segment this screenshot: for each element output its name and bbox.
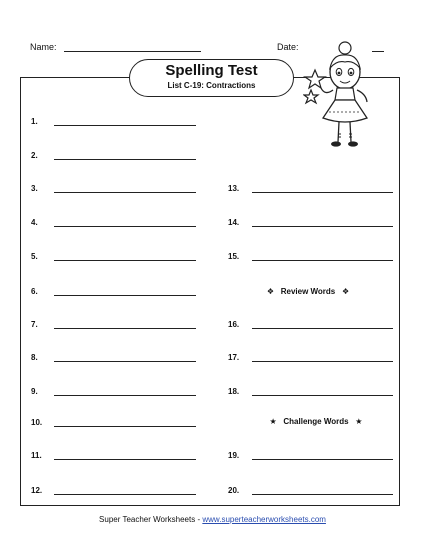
- date-label: Date:: [277, 42, 299, 52]
- page-title: Spelling Test: [165, 62, 258, 79]
- footer-text: Super Teacher Worksheets -: [99, 515, 203, 524]
- item-number-16: 16.: [228, 320, 240, 329]
- answer-line-10[interactable]: [54, 426, 196, 427]
- item-number-17: 17.: [228, 353, 240, 362]
- cartoon-girl-illustration: [303, 38, 385, 158]
- answer-line-15[interactable]: [252, 260, 393, 261]
- footer-link[interactable]: www.superteacherworksheets.com: [202, 515, 326, 524]
- answer-line-7[interactable]: [54, 328, 196, 329]
- item-number-4: 4.: [31, 218, 38, 227]
- answer-line-12[interactable]: [54, 494, 196, 495]
- answer-line-4[interactable]: [54, 226, 196, 227]
- answer-line-9[interactable]: [54, 395, 196, 396]
- review-words-label: Review Words: [280, 287, 336, 296]
- answer-line-19[interactable]: [252, 459, 393, 460]
- item-number-20: 20.: [228, 486, 240, 495]
- item-number-11: 11.: [31, 451, 42, 460]
- answer-line-2[interactable]: [54, 159, 196, 160]
- item-number-19: 19.: [228, 451, 240, 460]
- challenge-words-label: Challenge Words: [283, 417, 349, 426]
- item-number-14: 14.: [228, 218, 240, 227]
- item-number-6: 6.: [31, 287, 38, 296]
- star-bullet-icon: ★: [355, 417, 363, 426]
- item-number-1: 1.: [31, 117, 38, 126]
- item-number-3: 3.: [31, 184, 38, 193]
- footer: [0, 515, 425, 524]
- answer-line-1[interactable]: [54, 125, 196, 126]
- answer-line-11[interactable]: [54, 459, 196, 460]
- item-number-9: 9.: [31, 387, 38, 396]
- answer-line-16[interactable]: [252, 328, 393, 329]
- name-field-line[interactable]: [64, 51, 201, 52]
- item-number-10: 10.: [31, 418, 43, 427]
- diamond-bullet-icon: ❖: [341, 287, 350, 296]
- item-number-15: 15.: [228, 252, 240, 261]
- item-number-7: 7.: [31, 320, 38, 329]
- answer-line-3[interactable]: [54, 192, 196, 193]
- list-subtitle: List C-19: Contractions: [167, 81, 256, 90]
- answer-line-8[interactable]: [54, 361, 196, 362]
- answer-line-17[interactable]: [252, 361, 393, 362]
- item-number-18: 18.: [228, 387, 240, 396]
- answer-line-20[interactable]: [252, 494, 393, 495]
- item-number-13: 13.: [228, 184, 240, 193]
- item-number-8: 8.: [31, 353, 38, 362]
- star-bullet-icon: ★: [269, 417, 277, 426]
- answer-line-6[interactable]: [54, 295, 196, 296]
- answer-line-18[interactable]: [252, 395, 393, 396]
- answer-line-13[interactable]: [252, 192, 393, 193]
- diamond-bullet-icon: ❖: [266, 287, 275, 296]
- item-number-5: 5.: [31, 252, 38, 261]
- challenge-words-heading: [236, 417, 396, 426]
- item-number-12: 12.: [31, 486, 43, 495]
- item-number-2: 2.: [31, 151, 38, 160]
- review-words-heading: [228, 287, 388, 296]
- name-label: Name:: [30, 42, 57, 52]
- title-banner: [129, 59, 294, 97]
- answer-line-5[interactable]: [54, 260, 196, 261]
- answer-line-14[interactable]: [252, 226, 393, 227]
